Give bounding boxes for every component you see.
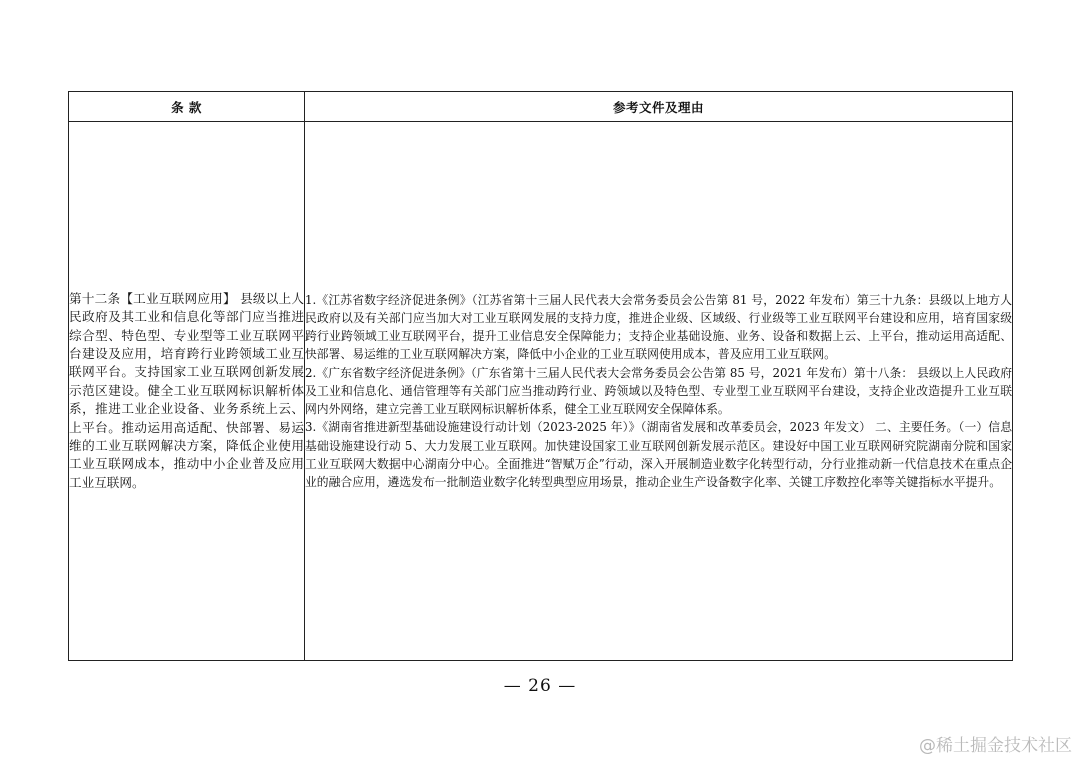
clause-cell: 第十二条【工业互联网应用】 县级以上人民政府及其工业和信息化等部门应当推进综合型、特色型、专业型等工业互联网平台建设及应用，培育跨行业跨领域工业互联网平台。支持国家工业互联网创新发展示范区建设。健全工业互联网标识解析体系，推进工业企业设备、业务系统上云、上平台。推动运用高适配、快部署、易运维的工业互联网解决方案，降低企业使用工业互联网成本，推动中小企业普及应用工业互联网。 (69, 122, 305, 661)
page-number: — 26 — (503, 676, 577, 696)
reference-item-1: 1.《江苏省数字经济促进条例》（江苏省第十三届人民代表大会常务委员会公告第 81 号，2022 年发布）第三十九条：县级以上地方人民政府以及有关部门应当加大对工业互联网发展的支持力度，推进企业级、区域级、行业级等工业互联网平台建设和应用，培育国家级跨行业跨领域工业互联网平台，提升工业信息安全保障能力；支持企业基础设施、业务、设备和数据上云、上平台，推动运用高适配、快部署、易运维的工业互联网解决方案，降低中小企业的工业互联网使用成本，普及应用工业互联网。 (305, 292, 1012, 362)
watermark: @稀土掘金技术社区 (919, 736, 1072, 756)
reference-item-2: 2.《广东省数字经济促进条例》（广东省第十三届人民代表大会常务委员会公告第 85 号，2021 年发布）第十八条： 县级以上人民政府及工业和信息化、通信管理等有关部门应当推动跨行业、跨领域以及特色型、专业型工业互联网平台建设，支持企业改造提升工业互联网内外网络，建立完善工业互联网标识解析体系，健全工业互联网安全保障体系。 (305, 365, 1012, 417)
header-reference: 参考文件及理由 (305, 92, 1013, 122)
reference-item-3: 3.《湖南省推进新型基础设施建设行动计划（2023-2025 年）》（湖南省发展和改革委员会，2023 年发文） 二、主要任务。（一）信息基础设施建设行动 5、大力发展工业互联网。加快建设国家工业互联网创新发展示范区。建设好中国工业互联网研究院湖南分院和国家工业互联网大数据中心湖南分中心。全面推进“智赋万企”行动，深入开展制造业数字化转型行动，分行业推动新一代信息技术在重点企业的融合应用，遴选发布一批制造业数字化转型典型应用场景，推动企业生产设备数字化率、关键工序数控化率等关键指标水平提升。 (305, 420, 1012, 489)
table-row (69, 122, 1013, 661)
regulation-table (68, 91, 1013, 661)
reference-cell (305, 122, 1013, 661)
header-clause: 条 款 (69, 92, 305, 122)
table-header-row (69, 92, 1013, 122)
